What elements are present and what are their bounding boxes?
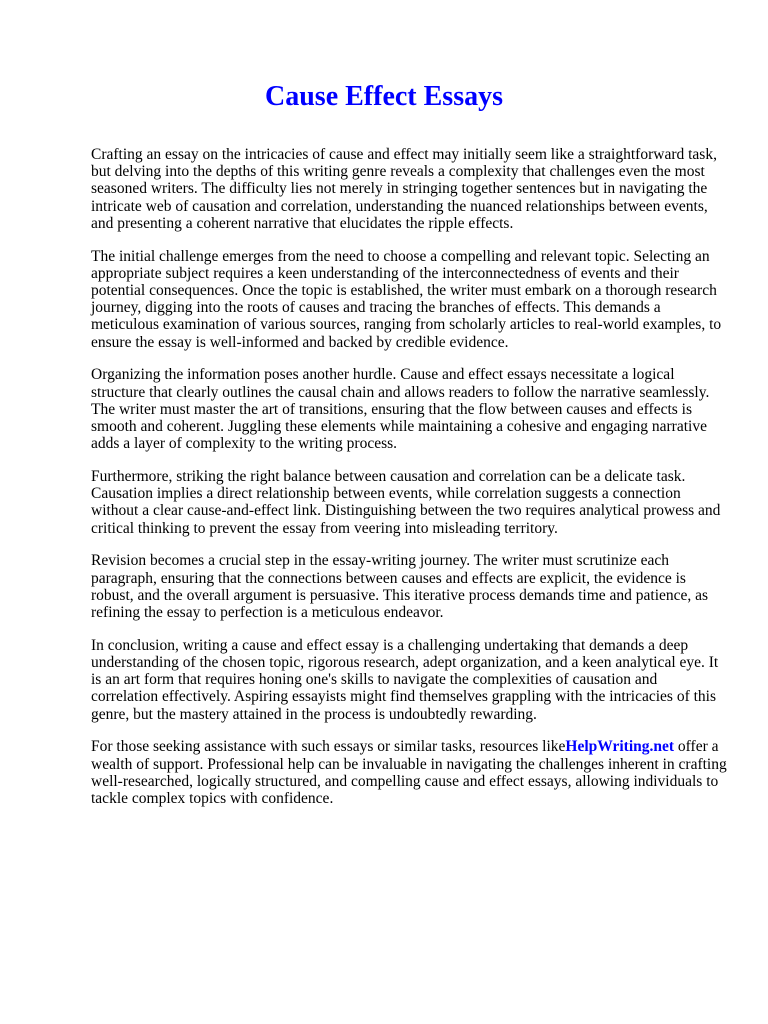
paragraph-revision: Revision becomes a crucial step in the essay-writing journey. The writer must scrutinize each paragraph, ensuring that the connections between causes and effects are explicit, the evidence is robust, and the overall argument is persuasive. This iterative process demands time and patience, as refining the essay to perfection is a meticulous endeavor. [91,552,709,622]
paragraph-topic-challenge: The initial challenge emerges from the need to choose a compelling and relevant topic. Selecting an appropriate subject requires a keen understanding of the interconnectedness of events and their potential consequences. Once the topic is established, the writer must embark on a thorough research journey, digging into the roots of causes and tracing the branches of effects. This demands a meticulous examination of various sources, ranging from scholarly articles to real-world examples, to ensure the essay is well-informed and backed by credible evidence. [91,247,722,351]
document-title: Cause Effect Essays [265,81,503,112]
document-body [91,146,727,823]
paragraph-resources [91,738,727,807]
paragraph-organization: Organizing the information poses another hurdle. Cause and effect essays necessitate a logical structure that clearly outlines the causal chain and allows readers to follow the narrative seamlessly. The writer must master the art of transitions, ensuring that the flow between causes and effects is smooth and coherent. Juggling these elements while maintaining a cohesive and engaging narrative adds a layer of complexity to the writing process. [91,366,710,453]
helpwriting-link[interactable]: HelpWriting.net [565,738,675,756]
paragraph-intro: Crafting an essay on the intricacies of cause and effect may initially seem like a straightforward task, but delving into the depths of this writing genre reveals a complexity that challenges even the most seasoned writers. The difficulty lies not merely in stringing together sentences but in navigating the intricate web of causation and correlation, understanding the nuanced relationships between events, and presenting a coherent narrative that elucidates the ripple effects. [91,146,717,232]
resources-text-before-link: For those seeking assistance with such essays or similar tasks, resources like [91,738,566,756]
paragraph-causation-correlation: Furthermore, striking the right balance between causation and correlation can be a delicate task. Causation implies a direct relationship between events, while correlation suggests a connection without a clear cause-and-effect link. Distinguishing between the two requires analytical prowess and critical thinking to prevent the essay from veering into misleading territory. [91,468,721,537]
resources-text-after-link: offer a wealth of support. Professional help can be invaluable in navigating the challenges inherent in crafting well-researched, logically structured, and compelling cause and effect essays, allowing individuals to tackle complex topics with confidence. [91,738,727,808]
paragraph-conclusion: In conclusion, writing a cause and effect essay is a challenging undertaking that demands a deep understanding of the chosen topic, rigorous research, adept organization, and a keen analytical eye. It is an art form that requires honing one's skills to navigate the complexities of causation and correlation effectively. Aspiring essayists might find themselves grappling with the intricacies of this genre, but the mastery attained in the process is undoubtedly rewarding. [91,636,719,723]
